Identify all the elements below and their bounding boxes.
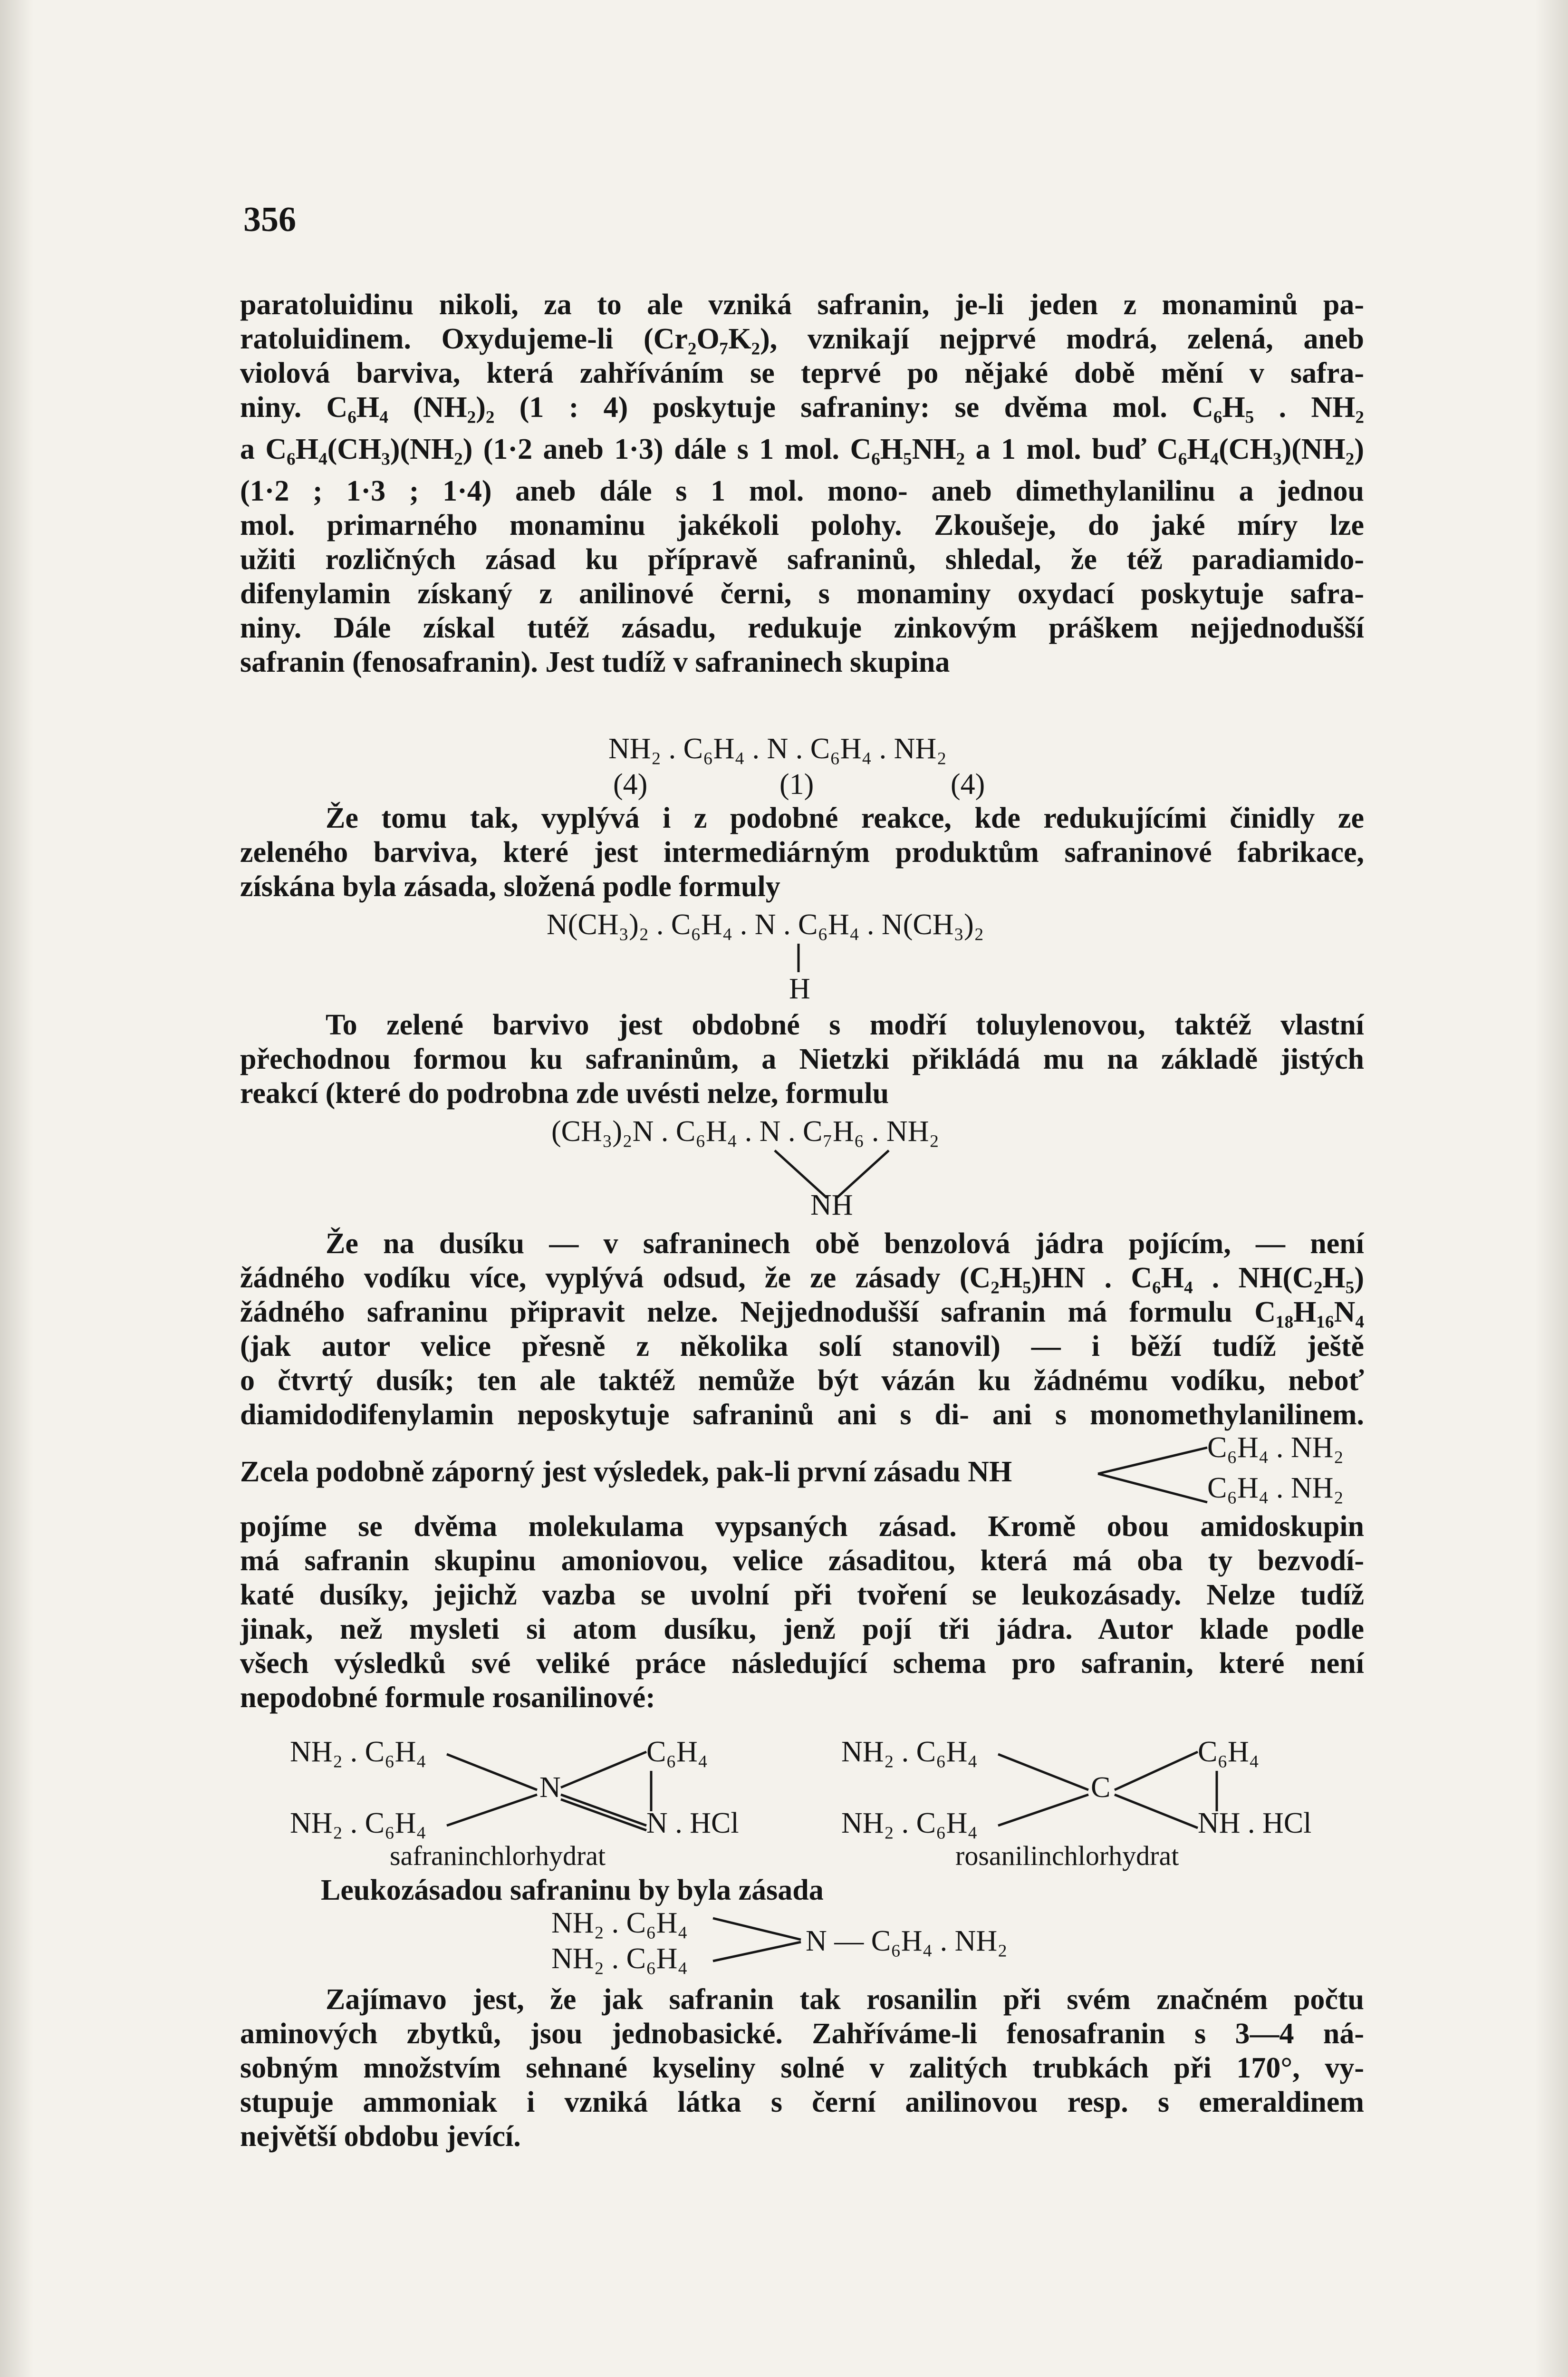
text-line: violová barviva, která zahříváním se teprvé po nějaké době mění v safra- bbox=[240, 357, 1364, 389]
leuko-top: NH₂ . C₆H₄ bbox=[551, 1907, 688, 1939]
text-line: Že na dusíku — v safraninech obě benzolová jádra pojícím, — není bbox=[326, 1227, 1364, 1260]
position-label: (4) bbox=[951, 768, 985, 801]
text-line: získána byla zásada, složená podle formuly bbox=[240, 870, 780, 903]
scheme-right-center: C bbox=[1091, 1771, 1111, 1804]
text-line: niny. C₆H₄ (NH₂)₂ (1 : 4) poskytuje safraniny: se dvěma mol. C₆H₅ . NH₂ bbox=[240, 391, 1364, 424]
page-shadow-right bbox=[1535, 0, 1568, 2377]
text-line: o čtvrtý dusík; ten ale taktéž nemůže být vázán ku žádnému vodíku, neboť bbox=[240, 1364, 1364, 1397]
paragraph-7 bbox=[240, 1982, 1364, 2154]
scheme-right-label: rosanilinchlorhydrat bbox=[955, 1840, 1179, 1871]
formula-dimethyl: N(CH₃)₂ . C₆H₄ . N . C₆H₄ . N(CH₃)₂ bbox=[547, 908, 984, 941]
scheme-right-bottom: NH₂ . C₆H₄ bbox=[841, 1807, 978, 1839]
text-line: žádného vodíku více, vyplývá odsud, že ze zásady (C₂H₅)HN . C₆H₄ . NH(C₂H₅) bbox=[240, 1262, 1364, 1294]
text-line: aminových zbytků, jsou jednobasické. Zahříváme-li fenosafranin s 3—4 ná- bbox=[240, 2018, 1364, 2050]
text-line: Leukozásadou safraninu by byla zásada bbox=[321, 1874, 824, 1906]
paragraph-2 bbox=[240, 801, 1364, 904]
paragraph-4 bbox=[240, 1227, 1364, 1432]
text-line: pojíme se dvěma molekulama vypsaných zásad. Kromě obou amidoskupin bbox=[240, 1510, 1364, 1543]
text-line: katé dusíky, jejichž vazba se uvolní při tvoření se leukozásady. Nelze tudíž bbox=[240, 1579, 1364, 1611]
text-line: zeleného barviva, které jest intermediárným produktům safraninové fabrikace, bbox=[240, 836, 1364, 869]
position-label: (1) bbox=[779, 768, 814, 801]
paragraph-1 bbox=[240, 288, 1364, 679]
text-line: ratoluidinem. Oxydujeme-li (Cr₂O₇K₂), vznikají nejprvé modrá, zelená, aneb bbox=[240, 323, 1364, 355]
text-line: (1·2 ; 1·3 ; 1·4) aneb dále s 1 mol. mono- aneb dimethylanilinu a jednou bbox=[240, 475, 1364, 507]
bond-branch bbox=[1098, 1445, 1212, 1507]
text-line: (jak autor velice přesně z několika solí stanovil) — i běží tudíž ještě bbox=[240, 1330, 1364, 1362]
scheme-left-right-bottom: N . HCl bbox=[646, 1807, 739, 1839]
text-line: paratoluidinu nikoli, za to ale vzniká safranin, je-li jeden z monaminů pa- bbox=[240, 289, 1364, 321]
text-line: Zcela podobně záporný jest výsledek, pak-li první zásadu NH bbox=[240, 1456, 1012, 1488]
scheme-left-label: safraninchlorhydrat bbox=[390, 1840, 606, 1871]
text-line: jinak, než mysleti si atom dusíku, jenž pojí tři jádra. Autor klade podle bbox=[240, 1613, 1364, 1645]
leuko-bonds bbox=[713, 1916, 808, 1968]
text-line: Že tomu tak, vyplývá i z podobné reakce, kde redukujícími činidly ze bbox=[326, 802, 1364, 834]
paragraph-6 bbox=[240, 1509, 1364, 1715]
text-line: přechodnou formou ku safraninům, a Nietzki přikládá mu na základě jistých bbox=[240, 1043, 1364, 1075]
leuko-bottom: NH₂ . C₆H₄ bbox=[551, 1942, 688, 1975]
scheme-right-right-bottom: NH . HCl bbox=[1198, 1807, 1312, 1839]
page-number: 356 bbox=[243, 200, 296, 239]
text-line: stupuje ammoniak i vzniká látka s černí anilinovou resp. s emeraldinem bbox=[240, 2086, 1364, 2118]
text-line: safranin (fenosafranin). Jest tudíž v safraninech skupina bbox=[240, 646, 950, 678]
text-line: To zelené barvivo jest obdobné s modří toluylenovou, taktéž vlastní bbox=[326, 1009, 1364, 1041]
text-line: a C₆H₄(CH₃)(NH₂) (1·2 aneb 1·3) dále s 1 mol. C₆H₅NH₂ a 1 mol. buď C₆H₄(CH₃)(NH₂) bbox=[240, 433, 1364, 465]
formula-diamine: NH₂ . C₆H₄ . N . C₆H₄ . NH₂ bbox=[608, 733, 947, 765]
text-line: niny. Dále získal tutéž zásadu, redukuje zinkovým práškem nejjednodušší bbox=[240, 612, 1364, 644]
text-line: nepodobné formule rosanilinové: bbox=[240, 1681, 655, 1714]
text-line: reakcí (které do podrobna zde uvésti nelze, formulu bbox=[240, 1077, 889, 1110]
branch-top: C₆H₄ . NH₂ bbox=[1207, 1431, 1344, 1464]
scheme-right-right-top: C₆H₄ bbox=[1198, 1736, 1260, 1768]
text-line: Zajímavo jest, že jak safranin tak rosanilin při svém značném počtu bbox=[326, 1983, 1364, 2016]
text-line: má safranin skupinu amoniovou, velice zásaditou, která má oba ty bezvodí- bbox=[240, 1545, 1364, 1577]
scheme-left-center: N bbox=[539, 1771, 561, 1804]
text-line: diamidodifenylamin neposkytuje safraninů ani s di- ani s monomethylanilinem. bbox=[240, 1399, 1364, 1431]
branch-bottom: C₆H₄ . NH₂ bbox=[1207, 1472, 1344, 1504]
scheme-left-bottom: NH₂ . C₆H₄ bbox=[290, 1807, 427, 1839]
position-label: (4) bbox=[613, 768, 648, 801]
text-line: žádného safraninu připravit nelze. Nejjednodušší safranin má formulu C₁₈H₁₆N₄ bbox=[240, 1296, 1364, 1328]
scheme-right-top: NH₂ . C₆H₄ bbox=[841, 1736, 978, 1768]
leuko-intro bbox=[240, 1873, 1364, 1907]
text-line: mol. primarného monaminu jakékoli polohy. Zkoušeje, do jaké míry lze bbox=[240, 509, 1364, 541]
text-line: difenylamin získaný z anilinové černi, s monaminy oxydací poskytuje safra- bbox=[240, 578, 1364, 610]
text-line: užiti rozličných zásad ku přípravě safraninů, shledal, že též paradiamido- bbox=[240, 543, 1364, 576]
leuko-right: N — C₆H₄ . NH₂ bbox=[806, 1925, 1008, 1957]
text-line: sobným množstvím sehnané kyseliny solné v zalitých trubkách při 170°, vy- bbox=[240, 2052, 1364, 2084]
paragraph-5 bbox=[240, 1455, 1143, 1489]
text-line: největší obdobu jevící. bbox=[240, 2120, 521, 2153]
text-line: všech výsledků své veliké práce následující schema pro safranin, které není bbox=[240, 1647, 1364, 1680]
page-shadow-left bbox=[0, 0, 33, 2377]
formula-nh: NH bbox=[810, 1189, 853, 1221]
scheme-left-bonds bbox=[447, 1749, 675, 1840]
formula-hydrogen: H bbox=[789, 973, 810, 1005]
scheme-left-top: NH₂ . C₆H₄ bbox=[290, 1736, 427, 1768]
scheme-left-right-top: C₆H₄ bbox=[646, 1736, 708, 1768]
formula-nietzki: (CH₃)₂N . C₆H₄ . N . C₇H₆ . NH₂ bbox=[551, 1115, 940, 1148]
paragraph-3 bbox=[240, 1008, 1364, 1111]
